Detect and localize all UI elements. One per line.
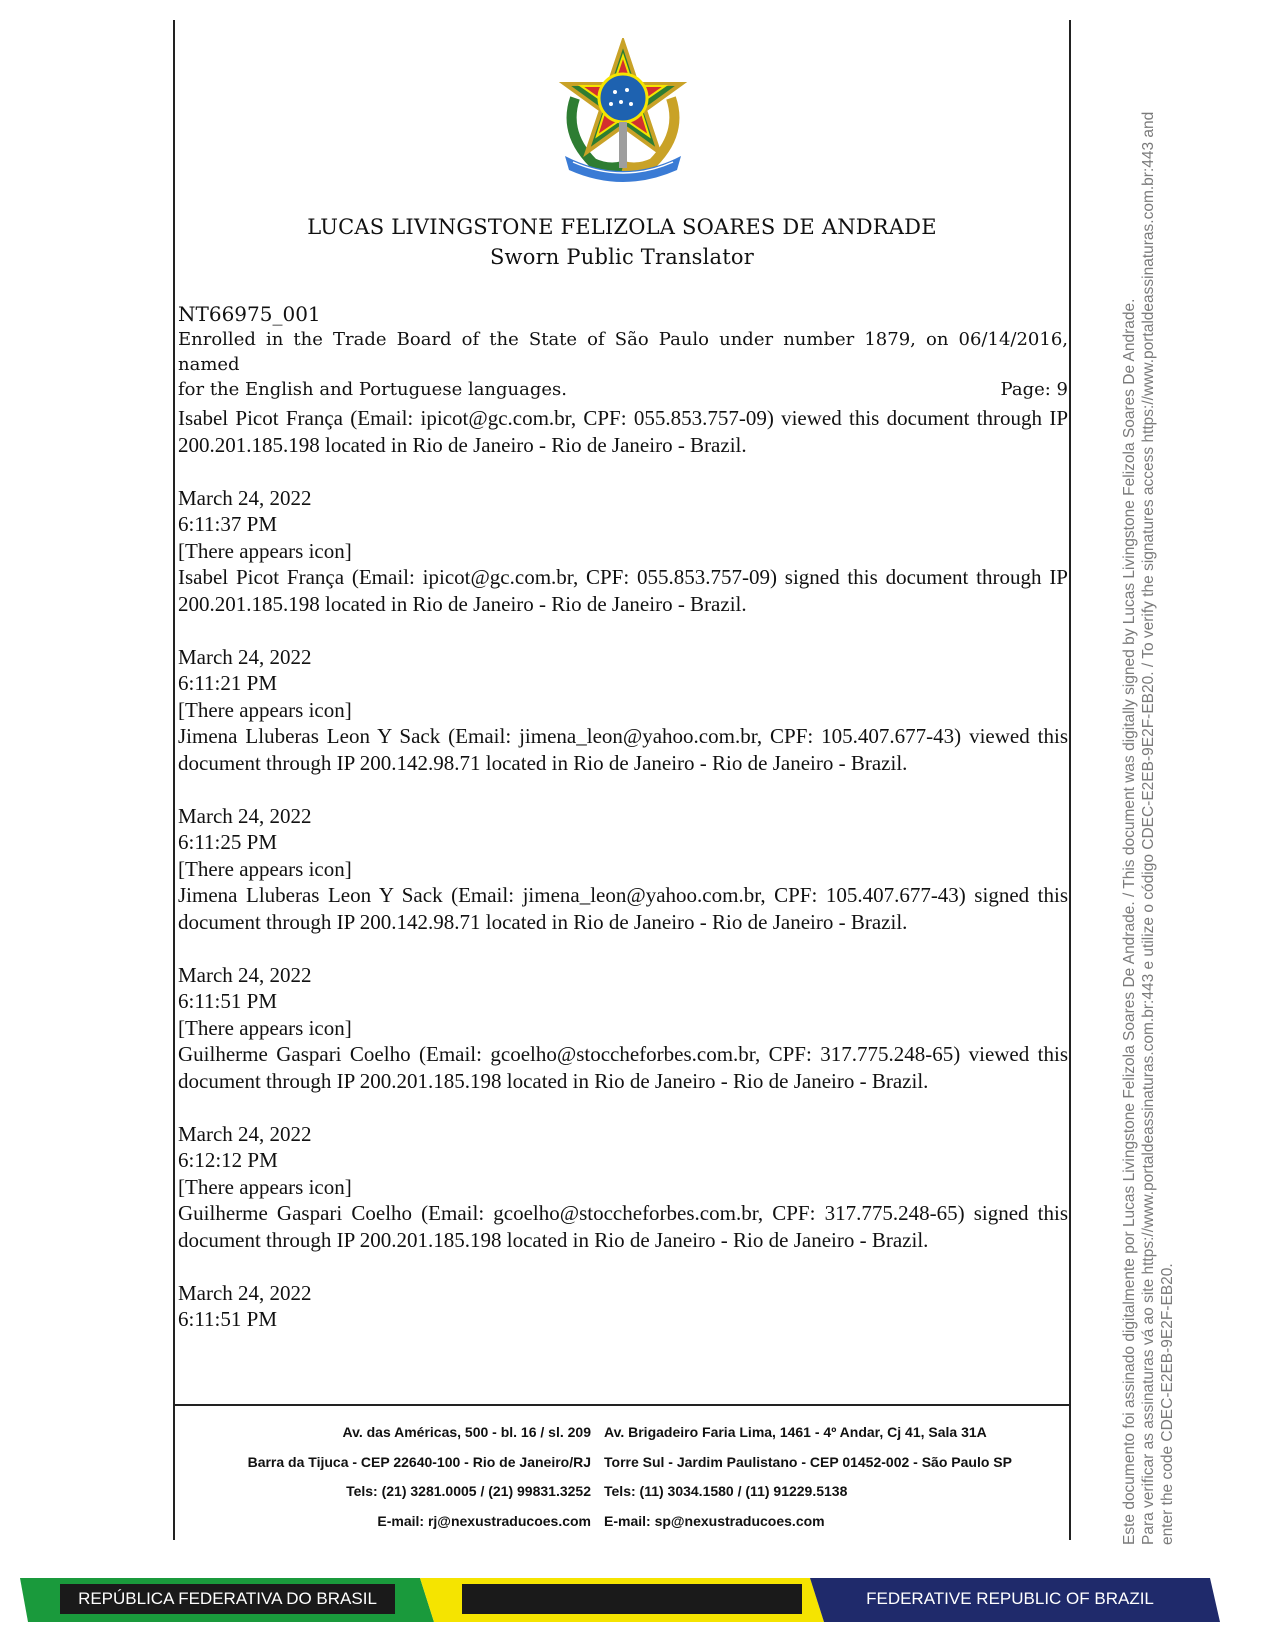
- log-entry: [178, 405, 1068, 458]
- rio-address-line-1: Av. das Américas, 500 - bl. 16 / sl. 209: [342, 1424, 591, 1440]
- translator-header: [176, 212, 1068, 272]
- log-entry-text: Jimena Lluberas Leon Y Sack (Email: jimena_leon@yahoo.com.br, CPF: 105.407.677-43) signed this document through IP 200.142.98.71 located in Rio de Janeiro - Rio de Janeiro - Brazil.: [178, 883, 1068, 934]
- sp-phones: Tels: (11) 3034.1580 / (11) 91229.5138: [604, 1483, 848, 1499]
- log-entry-date: March 24, 2022: [178, 1280, 312, 1305]
- log-entry-text: Jimena Lluberas Leon Y Sack (Email: jimena_leon@yahoo.com.br, CPF: 105.407.677-43) viewed this document through IP 200.142.98.71 located in Rio de Janeiro - Rio de Janeiro - Brazil.: [178, 724, 1068, 775]
- log-entry-time: 6:11:25 PM: [178, 830, 277, 854]
- page-number: Page: 9: [1000, 379, 1068, 400]
- log-entry: [178, 1280, 1068, 1333]
- sao-paulo-office-address: [604, 1418, 1064, 1536]
- signature-notice-line-2: Para verificar as assinaturas vá ao site https://www.portaldeassinaturas.com.br:443 e utilize o código CDEC-E2EB-9E2F-EB20. / To verify the signatures access https://www.portaldeassinaturas.com.br:443 and: [1140, 111, 1157, 1545]
- coat-of-arms-emblem: [553, 38, 693, 186]
- log-entry-text: Guilherme Gaspari Coelho (Email: gcoelho@stoccheforbes.com.br, CPF: 317.775.248-65) viewed this document through IP 200.201.185.198 located in Rio de Janeiro - Rio de Janeiro - Brazil.: [178, 1042, 1068, 1093]
- log-entry-time: 6:11:37 PM: [178, 512, 277, 536]
- enrollment-line-1: Enrolled in the Trade Board of the State of São Paulo under number 1879, on 06/14/2016, named: [178, 329, 1068, 375]
- log-entry-time: 6:11:51 PM: [178, 1307, 277, 1331]
- signature-notice-line-3: enter the code CDEC-E2EB-9E2F-EB20.: [1159, 1263, 1176, 1545]
- translator-title: Sworn Public Translator: [489, 245, 755, 269]
- log-entry-icon-note: [There appears icon]: [178, 697, 352, 722]
- signature-log: [178, 405, 1068, 1359]
- log-entry-date: March 24, 2022: [178, 962, 312, 987]
- log-entry-time: 6:12:12 PM: [178, 1148, 278, 1172]
- band-label-left: REPÚBLICA FEDERATIVA DO BRASIL: [78, 1589, 377, 1608]
- log-entry: [178, 1121, 1068, 1254]
- log-entry: [178, 962, 1068, 1095]
- band-label-right: FEDERATIVE REPUBLIC OF BRAZIL: [866, 1589, 1154, 1608]
- log-entry-icon-note: [There appears icon]: [178, 538, 352, 563]
- log-entry: [178, 644, 1068, 777]
- document-meta: [178, 302, 1068, 402]
- log-entry: [178, 485, 1068, 618]
- log-entry-text: Guilherme Gaspari Coelho (Email: gcoelho@stoccheforbes.com.br, CPF: 317.775.248-65) signed this document through IP 200.201.185.198 located in Rio de Janeiro - Rio de Janeiro - Brazil.: [178, 1201, 1068, 1252]
- log-entry-text: Isabel Picot França (Email: ipicot@gc.com.br, CPF: 055.853.757-09) viewed this document through IP 200.201.185.198 located in Rio de Janeiro - Rio de Janeiro - Brazil.: [178, 406, 1068, 457]
- translator-name: LUCAS LIVINGSTONE FELIZOLA SOARES DE ANDRADE: [307, 215, 937, 239]
- right-border-line: [1069, 20, 1071, 1540]
- left-border-line: [173, 20, 175, 1540]
- sp-address-line-2: Torre Sul - Jardim Paulistano - CEP 01452-002 - São Paulo SP: [604, 1453, 1012, 1470]
- sp-address-line-1: Av. Brigadeiro Faria Lima, 1461 - 4º Andar, Cj 41, Sala 31A: [604, 1424, 987, 1440]
- rio-address-line-2: Barra da Tijuca - CEP 22640-100 - Rio de Janeiro/RJ: [247, 1453, 591, 1470]
- log-entry-icon-note: [There appears icon]: [178, 1015, 352, 1040]
- log-entry-date: March 24, 2022: [178, 644, 312, 669]
- rio-phones: Tels: (21) 3281.0005 / (21) 99831.3252: [346, 1483, 591, 1499]
- log-entry-icon-note: [There appears icon]: [178, 856, 352, 881]
- log-entry-date: March 24, 2022: [178, 1121, 312, 1146]
- log-entry-time: 6:11:51 PM: [178, 989, 277, 1013]
- signature-notice-line-1: Este documento foi assinado digitalmente por Lucas Livingstone Felizola Soares De Andrade. / This document was digitally signed by Lucas Livingstone Felizola Soares De Andrade.: [1121, 298, 1138, 1545]
- enrollment-line-2: for the English and Portuguese languages.: [178, 379, 568, 400]
- digital-signature-notice: [1120, 0, 1220, 1545]
- sp-email: E-mail: sp@nexustraducoes.com: [604, 1512, 825, 1529]
- rio-email: E-mail: rj@nexustraducoes.com: [377, 1512, 591, 1529]
- log-entry-text: Isabel Picot França (Email: ipicot@gc.com.br, CPF: 055.853.757-09) signed this document through IP 200.201.185.198 located in Rio de Janeiro - Rio de Janeiro - Brazil.: [178, 565, 1068, 616]
- log-entry-time: 6:11:21 PM: [178, 671, 277, 695]
- document-code: NT66975_001: [178, 302, 321, 326]
- rio-office-address: [176, 1418, 591, 1536]
- log-entry: [178, 803, 1068, 936]
- footer-divider: [173, 1404, 1071, 1406]
- log-entry-icon-note: [There appears icon]: [178, 1174, 352, 1199]
- log-entry-date: March 24, 2022: [178, 485, 312, 510]
- log-entry-date: March 24, 2022: [178, 803, 312, 828]
